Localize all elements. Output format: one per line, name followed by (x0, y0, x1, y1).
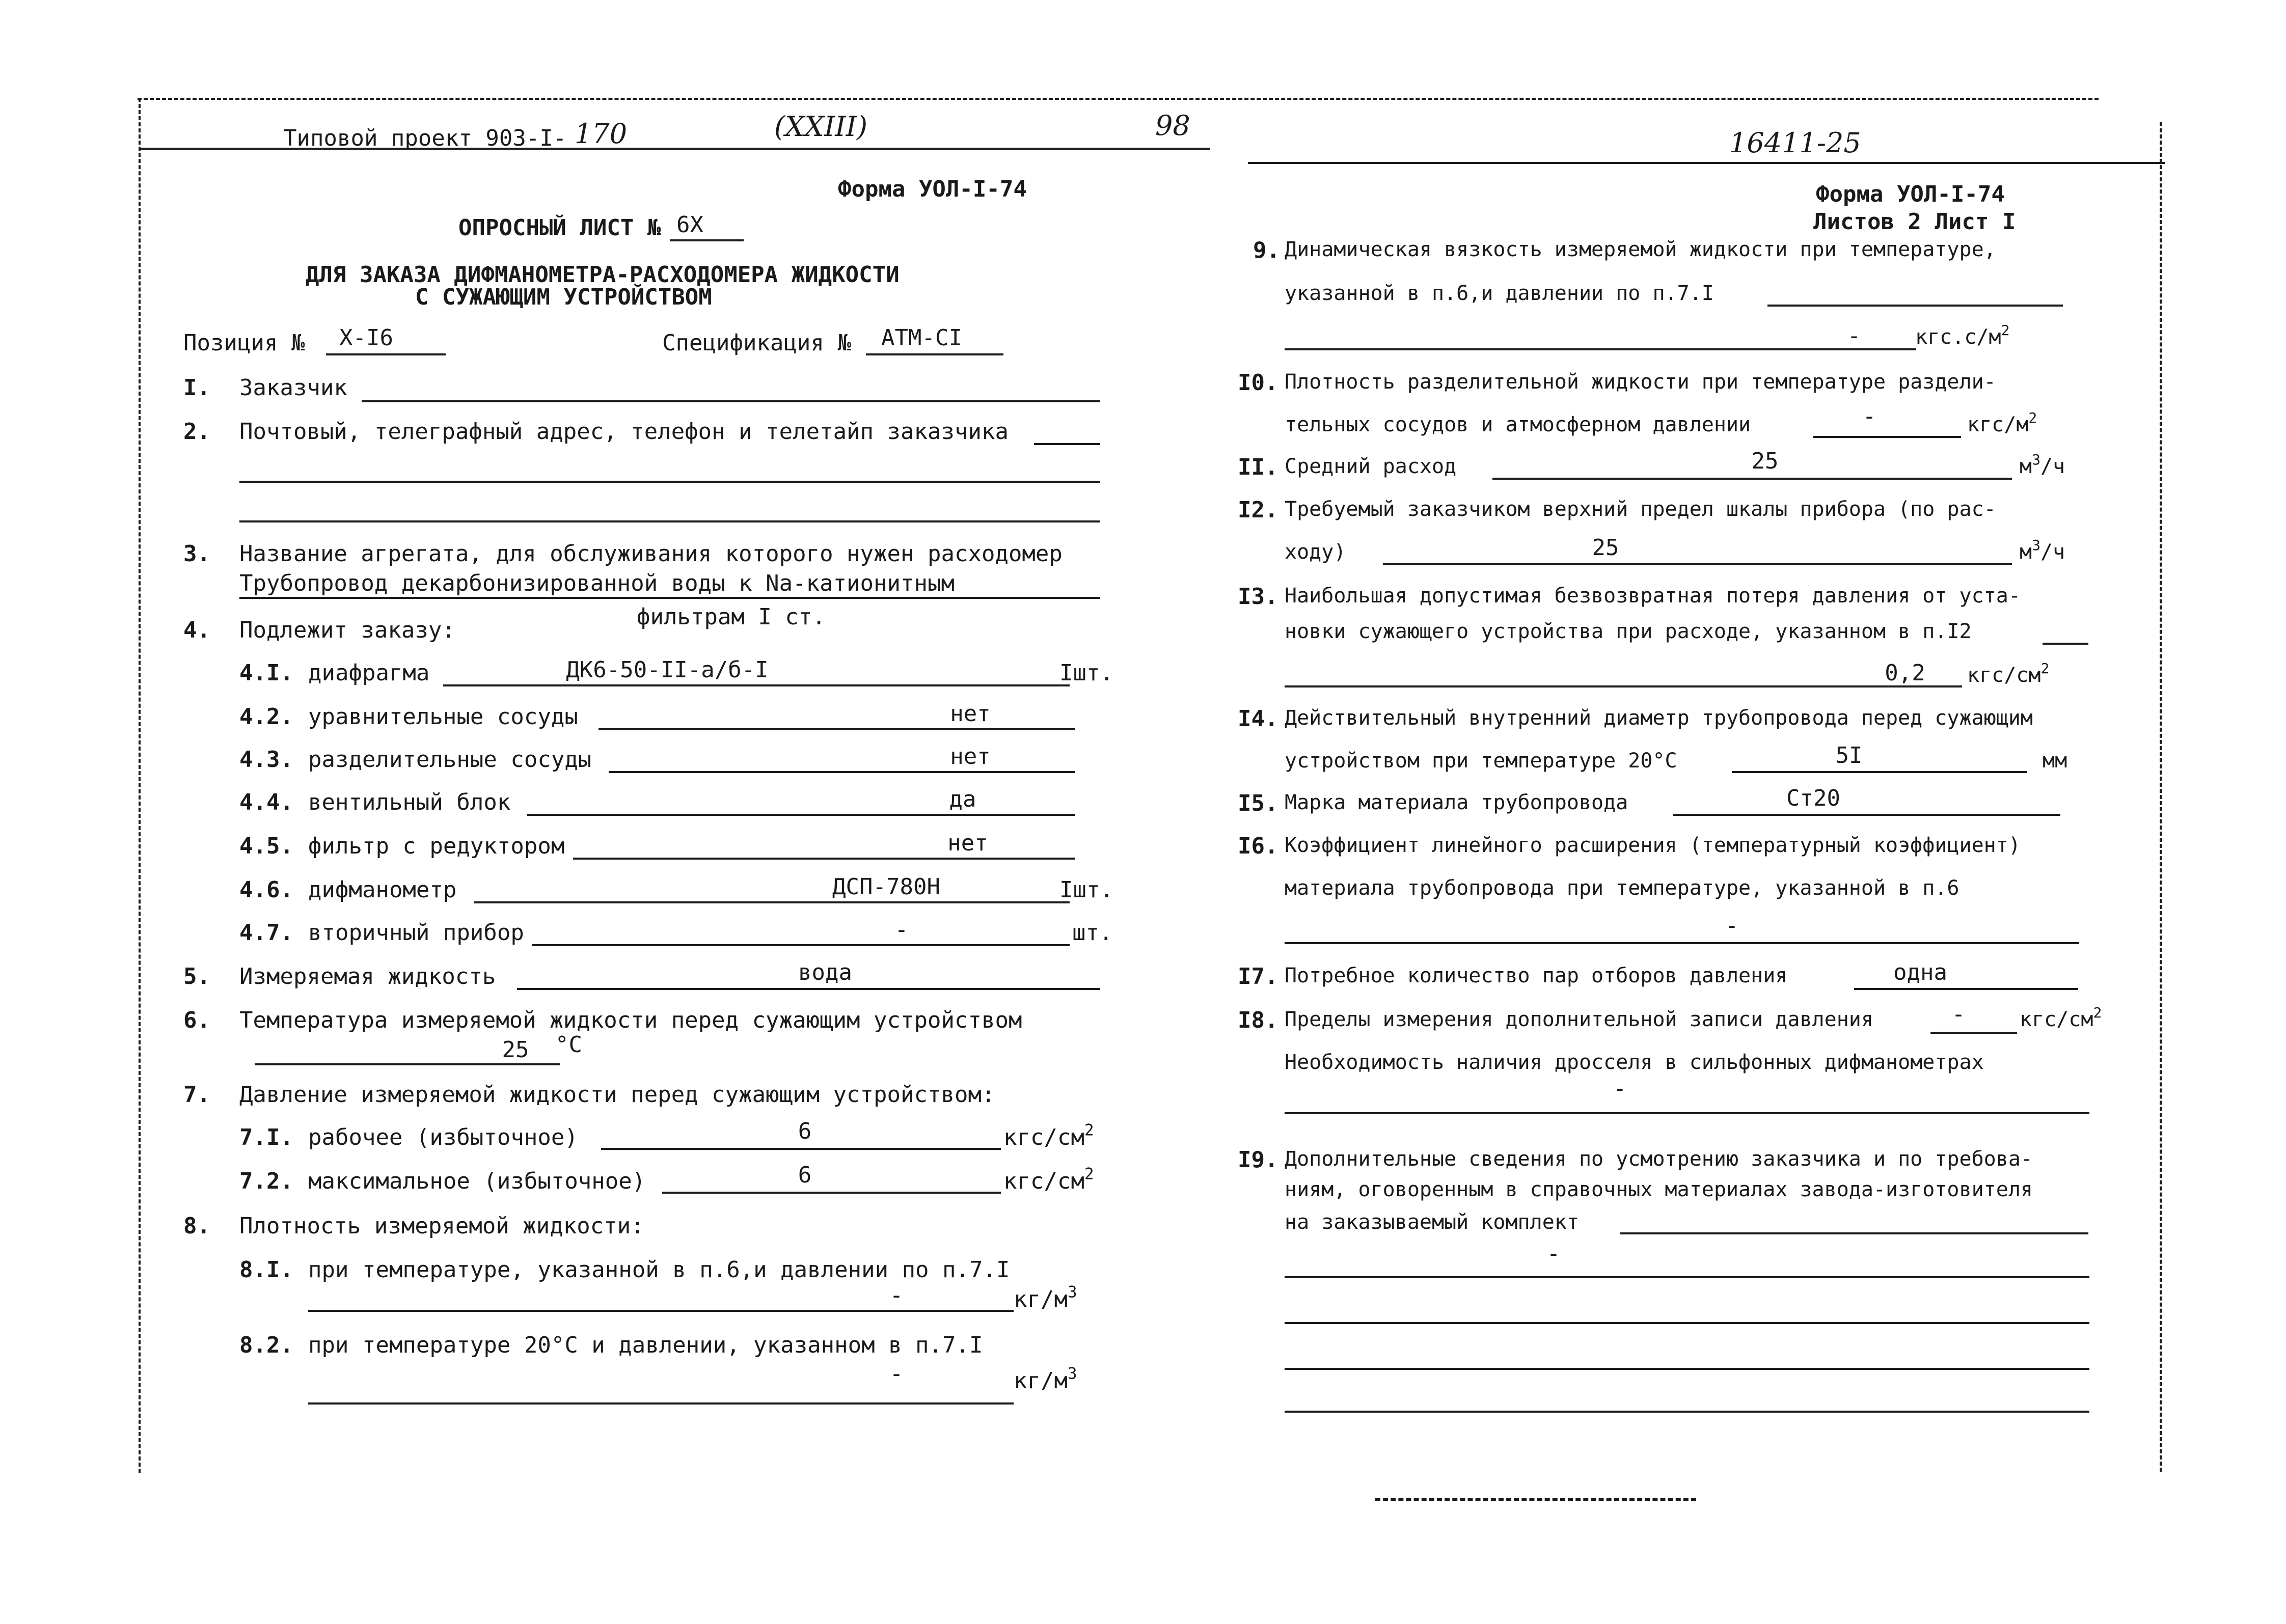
item-2-label: Почтовый, телеграфный адрес, телефон и телетайп заказчика (239, 419, 1009, 445)
item-11-label: Средний расход (1285, 455, 1457, 478)
item-4-4-number: 4.4. (239, 789, 293, 815)
item-7-2-unit: кгс/$см^2$ (1003, 1165, 1094, 1194)
item-12-label-1: Требуемый заказчиком верхний предел шкалы прибора (по рас- (1285, 498, 1996, 521)
item-9-label-1: Динамическая вязкость измеряемой жидкости при температуре, (1285, 238, 1996, 261)
item-7-2-label: максимальное (избыточное) (308, 1168, 646, 1194)
item-4-5-line (573, 858, 1075, 860)
item-19-line-5 (1285, 1411, 2089, 1413)
item-18-line-1 (1930, 1032, 2017, 1034)
item-5-line (517, 988, 1100, 990)
item-10-unit: кгс/$м^2$ (1967, 409, 2037, 436)
item-8-1-value: - (889, 1282, 904, 1308)
item-18-value: - (1951, 1001, 1966, 1027)
item-13-line-1 (2043, 643, 2088, 645)
item-4-3-line (609, 771, 1075, 773)
item-4-6-value: ДСП-780Н (832, 874, 940, 900)
item-12-line (1383, 563, 2012, 565)
item-4-1-label: диафрагма (308, 660, 430, 686)
item-8-1-number: 8.I. (239, 1257, 293, 1283)
questionnaire-subtitle-2: С СУЖАЮЩИМ УСТРОЙСТВОМ (415, 284, 712, 310)
item-4-7-value: - (894, 917, 909, 943)
item-17-value: одна (1893, 959, 1947, 985)
item-3-line (239, 597, 1100, 599)
item-14-unit: мм (2043, 749, 2067, 773)
page-number: 98 (1155, 109, 1190, 142)
project-number-handwritten: 170 (575, 118, 628, 150)
item-4-1-value: ДК6-50-II-а/б-I (566, 657, 769, 683)
sheet-count: Листов 2 Лист I (1813, 209, 2016, 235)
item-7-1-label: рабочее (избыточное) (308, 1124, 578, 1150)
item-4-6-number: 4.6. (239, 877, 293, 903)
item-4-1-number: 4.I. (239, 660, 293, 686)
item-14-value: 5I (1835, 742, 1863, 768)
position-value: X-I6 (339, 325, 393, 351)
questionnaire-title: ОПРОСНЫЙ ЛИСТ № (458, 215, 661, 241)
item-19-line-3 (1285, 1322, 2089, 1324)
questionnaire-subtitle-1: ДЛЯ ЗАКАЗА ДИФМАНОМЕТРА-РАСХОДОМЕРА ЖИДКОСТИ (306, 262, 900, 288)
item-5-number: 5. (183, 964, 210, 989)
item-1-label: Заказчик (239, 375, 347, 401)
item-4-5-number: 4.5. (239, 833, 293, 859)
item-4-4-value: да (949, 786, 976, 812)
frame-right-line (2160, 122, 2162, 1472)
item-4-5-label: фильтр с редуктором (308, 833, 565, 859)
item-11-line (1492, 478, 2012, 480)
spec-label: Спецификация № (662, 330, 851, 356)
item-4-5-value: нет (947, 830, 988, 856)
item-18-label-1: Пределы измерения дополнительной записи давления (1285, 1008, 1873, 1031)
left-form-code: Форма УОЛ-I-74 (838, 176, 1027, 202)
item-4-number: 4. (183, 617, 210, 643)
item-16-number: I6. (1238, 833, 1278, 859)
item-9-number: 9. (1253, 237, 1280, 263)
item-13-number: I3. (1238, 584, 1278, 610)
item-19-line-1 (1620, 1232, 2088, 1234)
item-19-label-1: Дополнительные сведения по усмотрению заказчика и по требова- (1285, 1147, 2033, 1171)
item-9-label-2: указанной в п.6,и давлении по п.7.I (1285, 282, 1714, 305)
item-9-line-1 (1767, 305, 2063, 307)
item-4-1-unit: Iшт. (1059, 660, 1113, 686)
item-4-2-line (598, 728, 1075, 730)
album-number: (XXIII) (774, 111, 868, 143)
item-10-line (1813, 436, 1961, 438)
item-18-label-2: Необходимость наличия дросселя в сильфонных дифманометрах (1285, 1051, 1984, 1074)
item-1-line (362, 400, 1100, 402)
questionnaire-number-line (670, 239, 744, 241)
item-7-1-value: 6 (798, 1118, 812, 1144)
item-7-2-line (662, 1192, 1001, 1194)
item-6-value: 25 (502, 1037, 529, 1063)
item-6-number: 6. (183, 1007, 210, 1033)
item-7-2-value: 6 (798, 1162, 812, 1188)
item-8-number: 8. (183, 1213, 210, 1239)
item-13-label-2: новки сужающего устройства при расходе, указанном в п.I2 (1285, 620, 1972, 643)
item-12-value: 25 (1592, 535, 1619, 561)
item-8-1-label: при температуре, указанной в п.6,и давлении по п.7.I (308, 1257, 1010, 1283)
item-15-line (1673, 814, 2060, 816)
item-14-label-2: устройством при температуре 20°С (1285, 749, 1677, 773)
item-13-value: 0,2 (1885, 660, 1925, 686)
item-14-line (1732, 771, 2027, 773)
item-10-number: I0. (1238, 370, 1278, 396)
footer-dashed-rule (1375, 1498, 1696, 1501)
item-4-3-label: разделительные сосуды (308, 747, 592, 773)
item-7-1-unit: кгс/$см^2$ (1003, 1121, 1094, 1150)
item-5-label: Измеряемая жидкость (239, 964, 496, 989)
header-rule-right (1248, 162, 2165, 164)
item-8-2-value: - (889, 1361, 904, 1387)
position-line (326, 353, 446, 355)
item-2-line-3 (239, 520, 1100, 522)
item-4-7-unit: шт. (1072, 920, 1113, 946)
item-12-number: I2. (1238, 497, 1278, 523)
item-7-number: 7. (183, 1082, 210, 1108)
item-2-line-2 (239, 481, 1100, 483)
item-4-2-number: 4.2. (239, 704, 293, 730)
item-4-label: Подлежит заказу: (239, 617, 455, 643)
item-19-line-2 (1285, 1276, 2089, 1278)
item-3-label: Название агрегата, для обслуживания которого нужен расходомер (239, 541, 1063, 567)
project-number: Типовой проект 903-I- (283, 125, 567, 151)
item-10-label-1: Плотность разделительной жидкости при температуре раздели- (1285, 370, 1996, 394)
item-9-line-2 (1285, 348, 1916, 350)
item-10-label-2: тельных сосудов и атмосферном давлении (1285, 413, 1751, 436)
item-4-6-line (474, 901, 1070, 903)
item-19-label-2: ниям, оговоренным в справочных материалах завода-изготовителя (1285, 1178, 2033, 1201)
item-2-line-1 (1034, 443, 1100, 445)
item-16-label-2: материала трубопровода при температуре, указанной в п.6 (1285, 876, 1960, 900)
item-10-value: - (1862, 403, 1876, 429)
right-form-code: Форма УОЛ-I-74 (1816, 181, 2005, 207)
item-3-value-1: Трубопровод декарбонизированной воды к Na-катионитным (239, 570, 955, 596)
item-7-label: Давление измеряемой жидкости перед сужающим устройством: (239, 1082, 995, 1108)
item-4-4-label: вентильный блок (308, 789, 511, 815)
frame-top-line (138, 98, 2099, 100)
item-13-line-2 (1285, 685, 1962, 687)
item-15-number: I5. (1238, 790, 1278, 816)
item-13-label-1: Наибольшая допустимая безвозвратная потеря давления от уста- (1285, 584, 2021, 608)
item-16-value: - (1725, 913, 1739, 939)
item-8-1-line (308, 1310, 1014, 1312)
item-6-label: Температура измеряемой жидкости перед сужающим устройством (239, 1007, 1022, 1033)
item-5-value: вода (798, 959, 852, 985)
item-11-number: II. (1238, 454, 1278, 480)
item-3-value-2: фильтрам I ст. (637, 604, 826, 630)
position-label: Позиция № (183, 330, 305, 356)
item-8-1-unit: $кг/м^3$ (1014, 1283, 1077, 1312)
item-19-line-4 (1285, 1368, 2089, 1370)
item-17-number: I7. (1238, 964, 1278, 989)
item-7-1-number: 7.I. (239, 1124, 293, 1150)
questionnaire-number: 6X (676, 212, 703, 238)
item-18-number: I8. (1238, 1007, 1278, 1033)
item-4-7-number: 4.7. (239, 920, 293, 946)
item-7-1-line (601, 1148, 1001, 1150)
item-12-label-2: ходу) (1285, 540, 1346, 564)
item-13-unit: кгс/$см^2$ (1967, 660, 2050, 687)
item-4-3-number: 4.3. (239, 747, 293, 773)
item-8-label: Плотность измеряемой жидкости: (239, 1213, 644, 1239)
item-18-line-2 (1285, 1112, 2089, 1114)
item-17-label: Потребное количество пар отборов давления (1285, 964, 1788, 987)
item-11-value: 25 (1751, 448, 1779, 474)
spec-value: АТМ-СI (881, 325, 962, 351)
item-4-7-line (532, 944, 1070, 946)
item-4-4-line (527, 814, 1075, 816)
item-6-line (255, 1063, 560, 1065)
item-3-number: 3. (183, 541, 210, 567)
item-6-unit: °С (555, 1032, 582, 1058)
item-19-number: I9. (1238, 1147, 1278, 1173)
item-11-unit: $м^3/ч$ (2020, 451, 2065, 478)
item-19-value: - (1546, 1241, 1561, 1267)
item-17-line (1854, 988, 2078, 990)
item-9-unit: $кгс.с/м^2$ (1915, 322, 2010, 349)
item-14-number: I4. (1238, 706, 1278, 732)
item-4-7-label: вторичный прибор (308, 920, 524, 946)
item-4-6-label: дифманометр (308, 877, 457, 903)
spec-line (866, 353, 1003, 355)
item-4-6-unit: Iшт. (1059, 877, 1113, 903)
item-12-unit: $м^3/ч$ (2020, 537, 2065, 564)
document-code: 16411-25 (1729, 127, 1861, 159)
item-15-value: Ст20 (1786, 785, 1840, 811)
item-19-label-3: на заказываемый комплект (1285, 1210, 1579, 1234)
frame-left-line (139, 98, 141, 1473)
item-14-label-1: Действительный внутренний диаметр трубопровода перед сужающим (1285, 706, 2033, 730)
item-7-2-number: 7.2. (239, 1168, 293, 1194)
item-16-line (1285, 942, 2079, 944)
item-2-number: 2. (183, 419, 210, 445)
item-4-2-label: уравнительные сосуды (308, 704, 578, 730)
item-8-2-label: при температуре 20°С и давлении, указанном в п.7.I (308, 1332, 983, 1358)
item-8-2-line (308, 1402, 1014, 1405)
item-4-1-line (443, 684, 1070, 686)
item-9-value: - (1847, 323, 1861, 349)
item-16-label-1: Коэффициент линейного расширения (температурный коэффициент) (1285, 834, 2021, 857)
item-8-2-number: 8.2. (239, 1332, 293, 1358)
item-1-number: I. (183, 375, 210, 401)
item-4-3-value: нет (950, 744, 991, 769)
item-18-unit: кгс/$см^2$ (2020, 1004, 2102, 1031)
item-18-value-2: - (1613, 1076, 1627, 1102)
item-8-2-unit: $кг/м^3$ (1014, 1364, 1077, 1394)
item-4-2-value: нет (950, 701, 991, 727)
item-15-label: Марка материала трубопровода (1285, 791, 1628, 814)
